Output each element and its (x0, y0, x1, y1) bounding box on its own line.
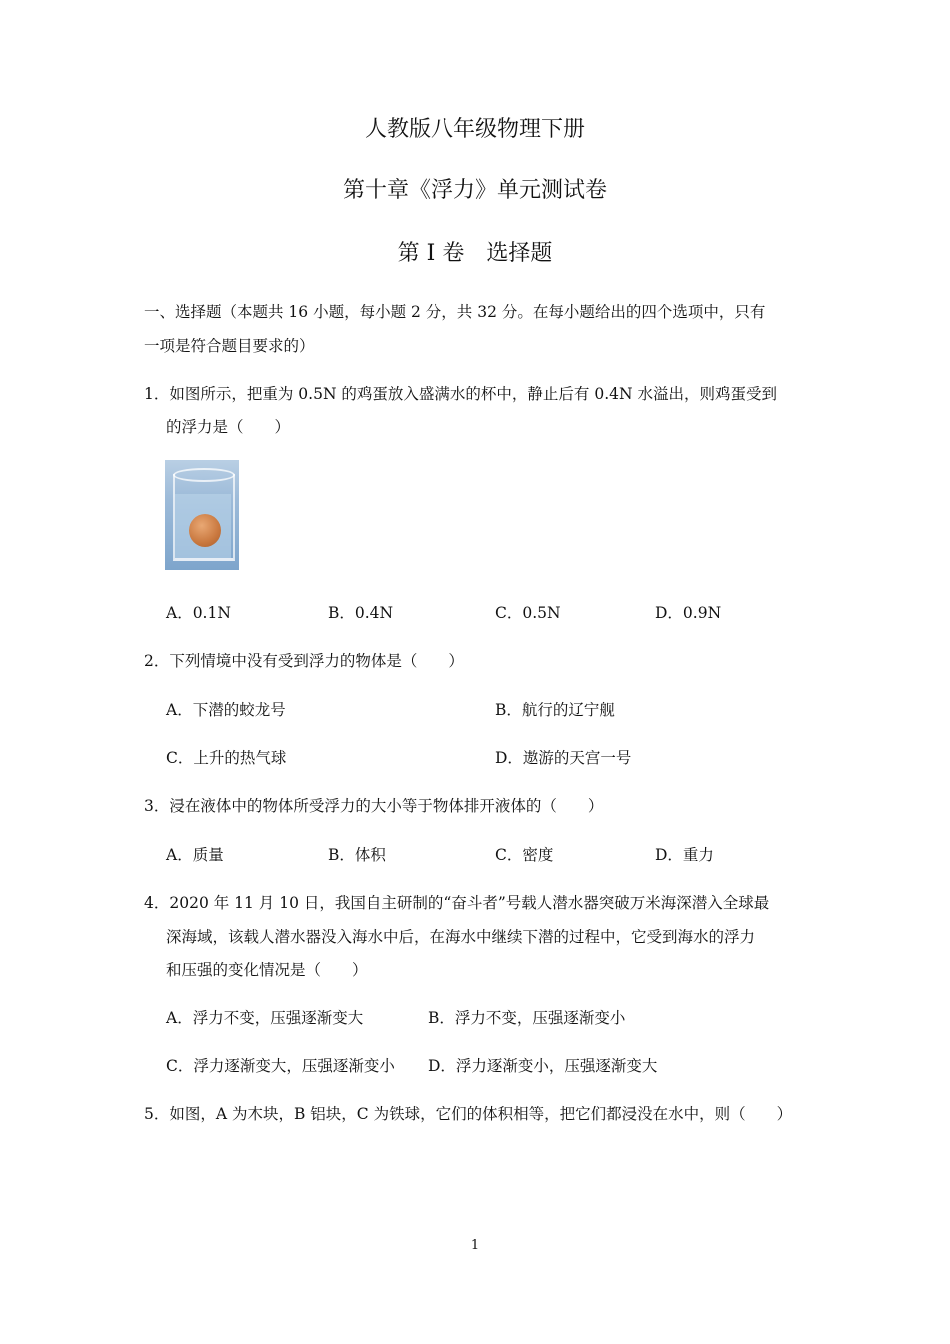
question-4-line3: 和压强的变化情况是（ ） (166, 961, 368, 979)
question-5-line1: 5．如图，A 为木块，B 铝块，C 为铁球，它们的体积相等，把它们都浸没在水中，则（ ） (144, 1105, 793, 1123)
egg-in-beaker-image (165, 460, 239, 570)
question-2-line1: 2．下列情境中没有受到浮力的物体是（ ） (144, 652, 464, 670)
question-4-line1: 4．2020 年 11 月 10 日，我国自主研制的“奋斗者”号载人潜水器突破万米海深潜入全球最 (144, 894, 770, 912)
question-2-option-a: A．下潜的蛟龙号 (166, 701, 286, 719)
question-2-option-c: C．上升的热气球 (166, 749, 287, 767)
part-title: 第 I 卷 选择题 (397, 241, 553, 266)
section-instructions-line2: 一项是符合题目要求的） (144, 337, 315, 355)
question-1-line1: 1．如图所示，把重为 0.5N 的鸡蛋放入盛满水的杯中，静止后有 0.4N 水溢出，则鸡蛋受到 (144, 385, 777, 403)
question-4-option-b: B．浮力不变，压强逐渐变小 (428, 1009, 626, 1027)
chapter-title: 第十章《浮力》单元测试卷 (342, 178, 607, 203)
question-4-option-d: D．浮力逐渐变小，压强逐渐变大 (428, 1057, 658, 1075)
question-1-option-b: B．0.4N (328, 604, 394, 622)
question-2-option-b: B．航行的辽宁舰 (495, 701, 615, 719)
question-2-option-d: D．遨游的天宫一号 (495, 749, 632, 767)
question-3-option-c: C．密度 (495, 846, 554, 864)
question-4-option-c: C．浮力逐渐变大，压强逐渐变小 (166, 1057, 395, 1075)
question-3-option-a: A．质量 (166, 846, 224, 864)
section-instructions-line1: 一、选择题（本题共 16 小题，每小题 2 分，共 32 分。在每小题给出的四个选项中，只有 (144, 303, 766, 321)
egg (189, 514, 221, 547)
question-3-option-d: D．重力 (655, 846, 714, 864)
page-number: 1 (470, 1238, 480, 1253)
question-1-option-d: D．0.9N (655, 604, 722, 622)
question-1-option-a: A．0.1N (166, 604, 231, 622)
question-1-option-c: C．0.5N (495, 604, 561, 622)
question-3-option-b: B．体积 (328, 846, 386, 864)
question-3-line1: 3．浸在液体中的物体所受浮力的大小等于物体排开液体的（ ） (144, 797, 604, 815)
beaker-rim (173, 468, 235, 482)
question-1-line2: 的浮力是（ ） (166, 418, 291, 436)
question-4-option-a: A．浮力不变，压强逐渐变大 (166, 1009, 364, 1027)
question-4-line2: 深海域，该载人潜水器没入海水中后，在海水中继续下潜的过程中，它受到海水的浮力 (166, 928, 756, 946)
document-title: 人教版八年级物理下册 (364, 117, 585, 142)
